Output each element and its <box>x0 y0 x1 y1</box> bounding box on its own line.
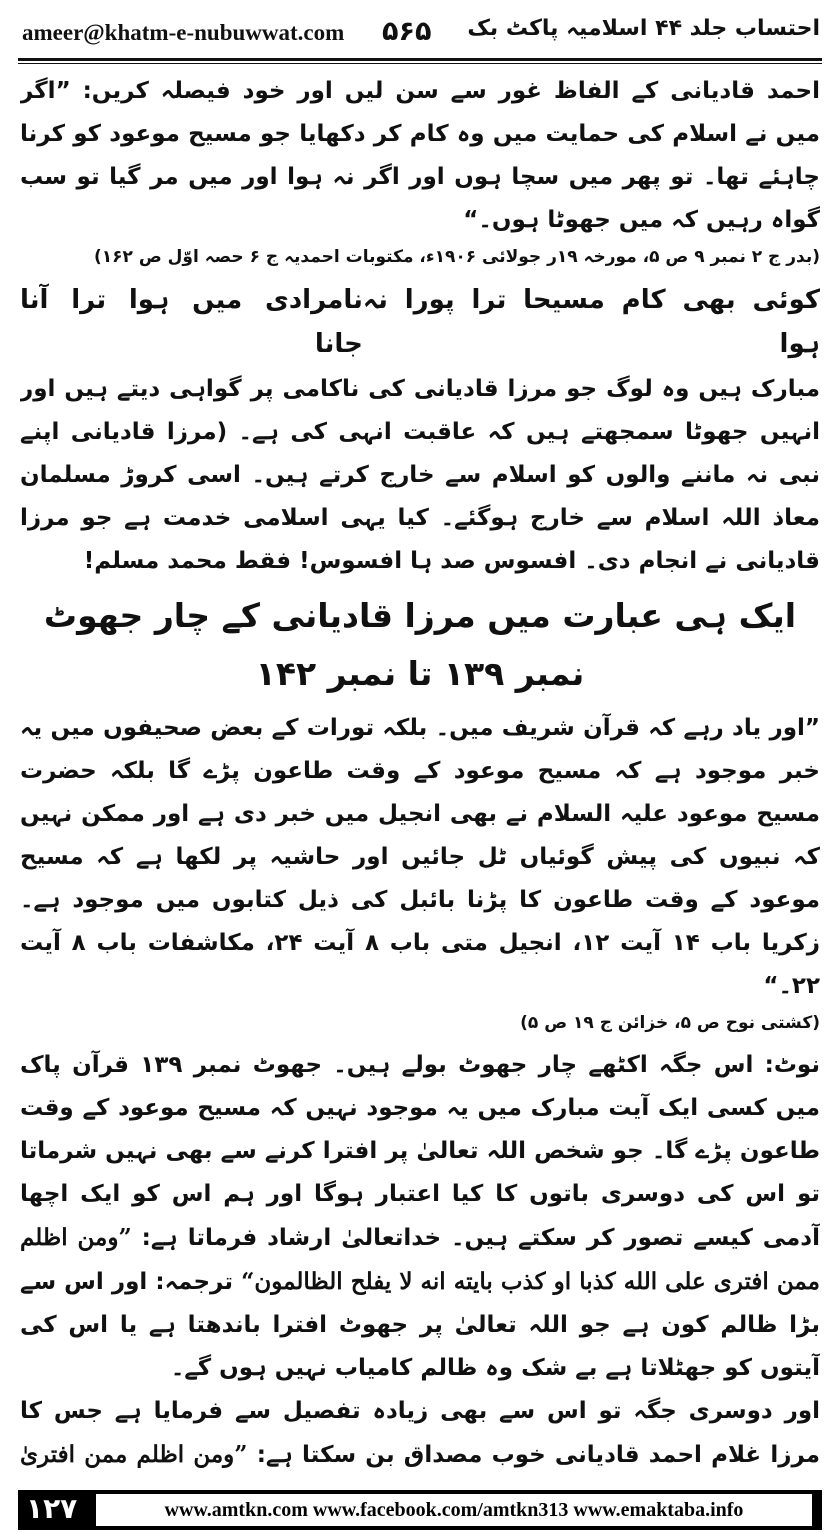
paragraph-5 <box>20 1390 820 1470</box>
paragraph-4-translation: ترجمہ: اور اس سے بڑا ظالم کون ہے جو اللہ تعالیٰ پر جھوٹ افترا باندھتا ہے یا اس کی آیتوں کو جھٹلاتا ہے بے شک وہ ظالم کامیاب نہیں ہوں گے۔ <box>20 1269 820 1381</box>
poem-line-2: نامرادی میں ہوا ترا آنا جانا <box>20 285 363 359</box>
citation-1-text: (بدر ج ۲ نمبر ۹ ص ۵، مورخہ ۱۹ر جولائی ۱۹۰۶ء، مکتوبات احمدیہ ج ۶ حصہ اوّل ص ۱۶۲) <box>94 247 820 267</box>
header-page-number: ۵۶۵ <box>382 16 432 47</box>
header-email: ameer@khatm-e-nubuwwat.com <box>22 20 345 45</box>
page-footer <box>18 1490 822 1530</box>
citation-2-text: (کشتی نوح ص ۵، خزائن ج ۱۹ ص ۵) <box>520 1013 820 1033</box>
header-book-title: احتساب جلد ۴۴ اسلامیہ پاکٹ بک <box>467 16 820 41</box>
paragraph-5-text: اور دوسری جگہ تو اس سے بھی زیادہ تفصیل سے فرمایا ہے جس کا مرزا غلام احمد قادیانی خوب مصداق بن سکتا ہے: <box>20 1398 820 1468</box>
poem-couplet <box>20 278 820 366</box>
paragraph-4-text: نوٹ: اس جگہ اکٹھے چار جھوٹ بولے ہیں۔ جھوٹ نمبر ۱۳۹ قرآن پاک میں کسی ایک آیت مبارک میں یہ موجود نہیں کہ مسیح موعود کے وقت طاعون پڑے گا۔ جو شخص اللہ تعالیٰ پر افترا کرنے سے بھی نہیں شرماتا تو اس کی دوسری باتوں کا کیا اعتبار ہوگا اور ہم اس کو ایک اچھا آدمی کیسے تصور کر سکتے ہیں۔ خداتعالیٰ ارشاد فرماتا ہے: <box>20 1052 820 1251</box>
footer-websites: www.amtkn.com www.facebook.com/amtkn313 www.emaktaba.info <box>96 1494 812 1526</box>
paragraph-4 <box>20 1044 820 1390</box>
citation-2 <box>20 1008 820 1038</box>
citation-1 <box>20 242 820 272</box>
paragraph-2: مبارک ہیں وہ لوگ جو مرزا قادیانی کی ناکامی پر گواہی دیتے ہیں اور انہیں جھوٹا سمجھتے ہیں کہ عاقبت انہی کی ہے۔ (مرزا قادیانی اپنے نبی نہ ماننے والوں کو اسلام سے خارج کرتے ہیں۔ اسی کروڑ مسلمان معاذ اللہ اسلام سے خارج ہوگئے۔ کیا یہی اسلامی خدمت ہے جو مرزا قادیانی نے انجام دی۔ افسوس صد ہا افسوس! فقط محمد مسلم! <box>20 376 820 574</box>
page-body <box>20 70 820 1470</box>
header-rule <box>18 58 822 61</box>
page-header <box>0 0 840 60</box>
paragraph-3: ”اور یاد رہے کہ قرآن شریف میں۔ بلکہ تورات کے بعض صحیفوں میں یہ خبر موجود ہے کہ مسیح موعود کے وقت طاعون پڑے گا بلکہ حضرت مسیح موعود علیہ السلام نے بھی انجیل میں خبر دی ہے اور ممکن نہیں کہ نبیوں کی پیش گوئیاں ٹل جائیں اور حاشیہ پر لکھا ہے کہ مسیح موعود کے وقت طاعون کا پڑنا بائبل کی ذیل کتابوں میں موجود ہے۔ زکریا باب ۱۴ آیت ۱۲، انجیل متی باب ۸ آیت ۲۴، مکاشفات باب ۸ آیت ۲۲۔“ <box>20 715 820 999</box>
footer-page-number: ۱۲۷ <box>26 1492 78 1525</box>
header-rule-thin <box>18 63 822 64</box>
poem-line-1: کوئی بھی کام مسیحا ترا پورا نہ ہوا <box>362 285 820 359</box>
arabic-verse-2: ”ومن اظلم ممن افتریٰ <box>20 1441 248 1468</box>
section-heading: ایک ہی عبارت میں مرزا قادیانی کے چار جھوٹ نمبر ۱۳۹ تا نمبر ۱۴۲ <box>43 596 797 693</box>
arabic-verse-1: ”ومن اظلم ممن افتری علی الله کذبا او کذب بایته انه لا یفلح الظالمون“ <box>20 1224 820 1295</box>
paragraph-1: احمد قادیانی کے الفاظ غور سے سن لیں اور خود فیصلہ کریں: ”اگر میں نے اسلام کی حمایت میں وہ کام کر دکھایا جو مسیح موعود کو کرنا چاہئے تھا۔ تو پھر میں سچا ہوں اور اگر نہ ہوا اور میں مر گیا تو سب گواہ رہیں کہ میں جھوٹا ہوں۔“ <box>20 78 820 233</box>
